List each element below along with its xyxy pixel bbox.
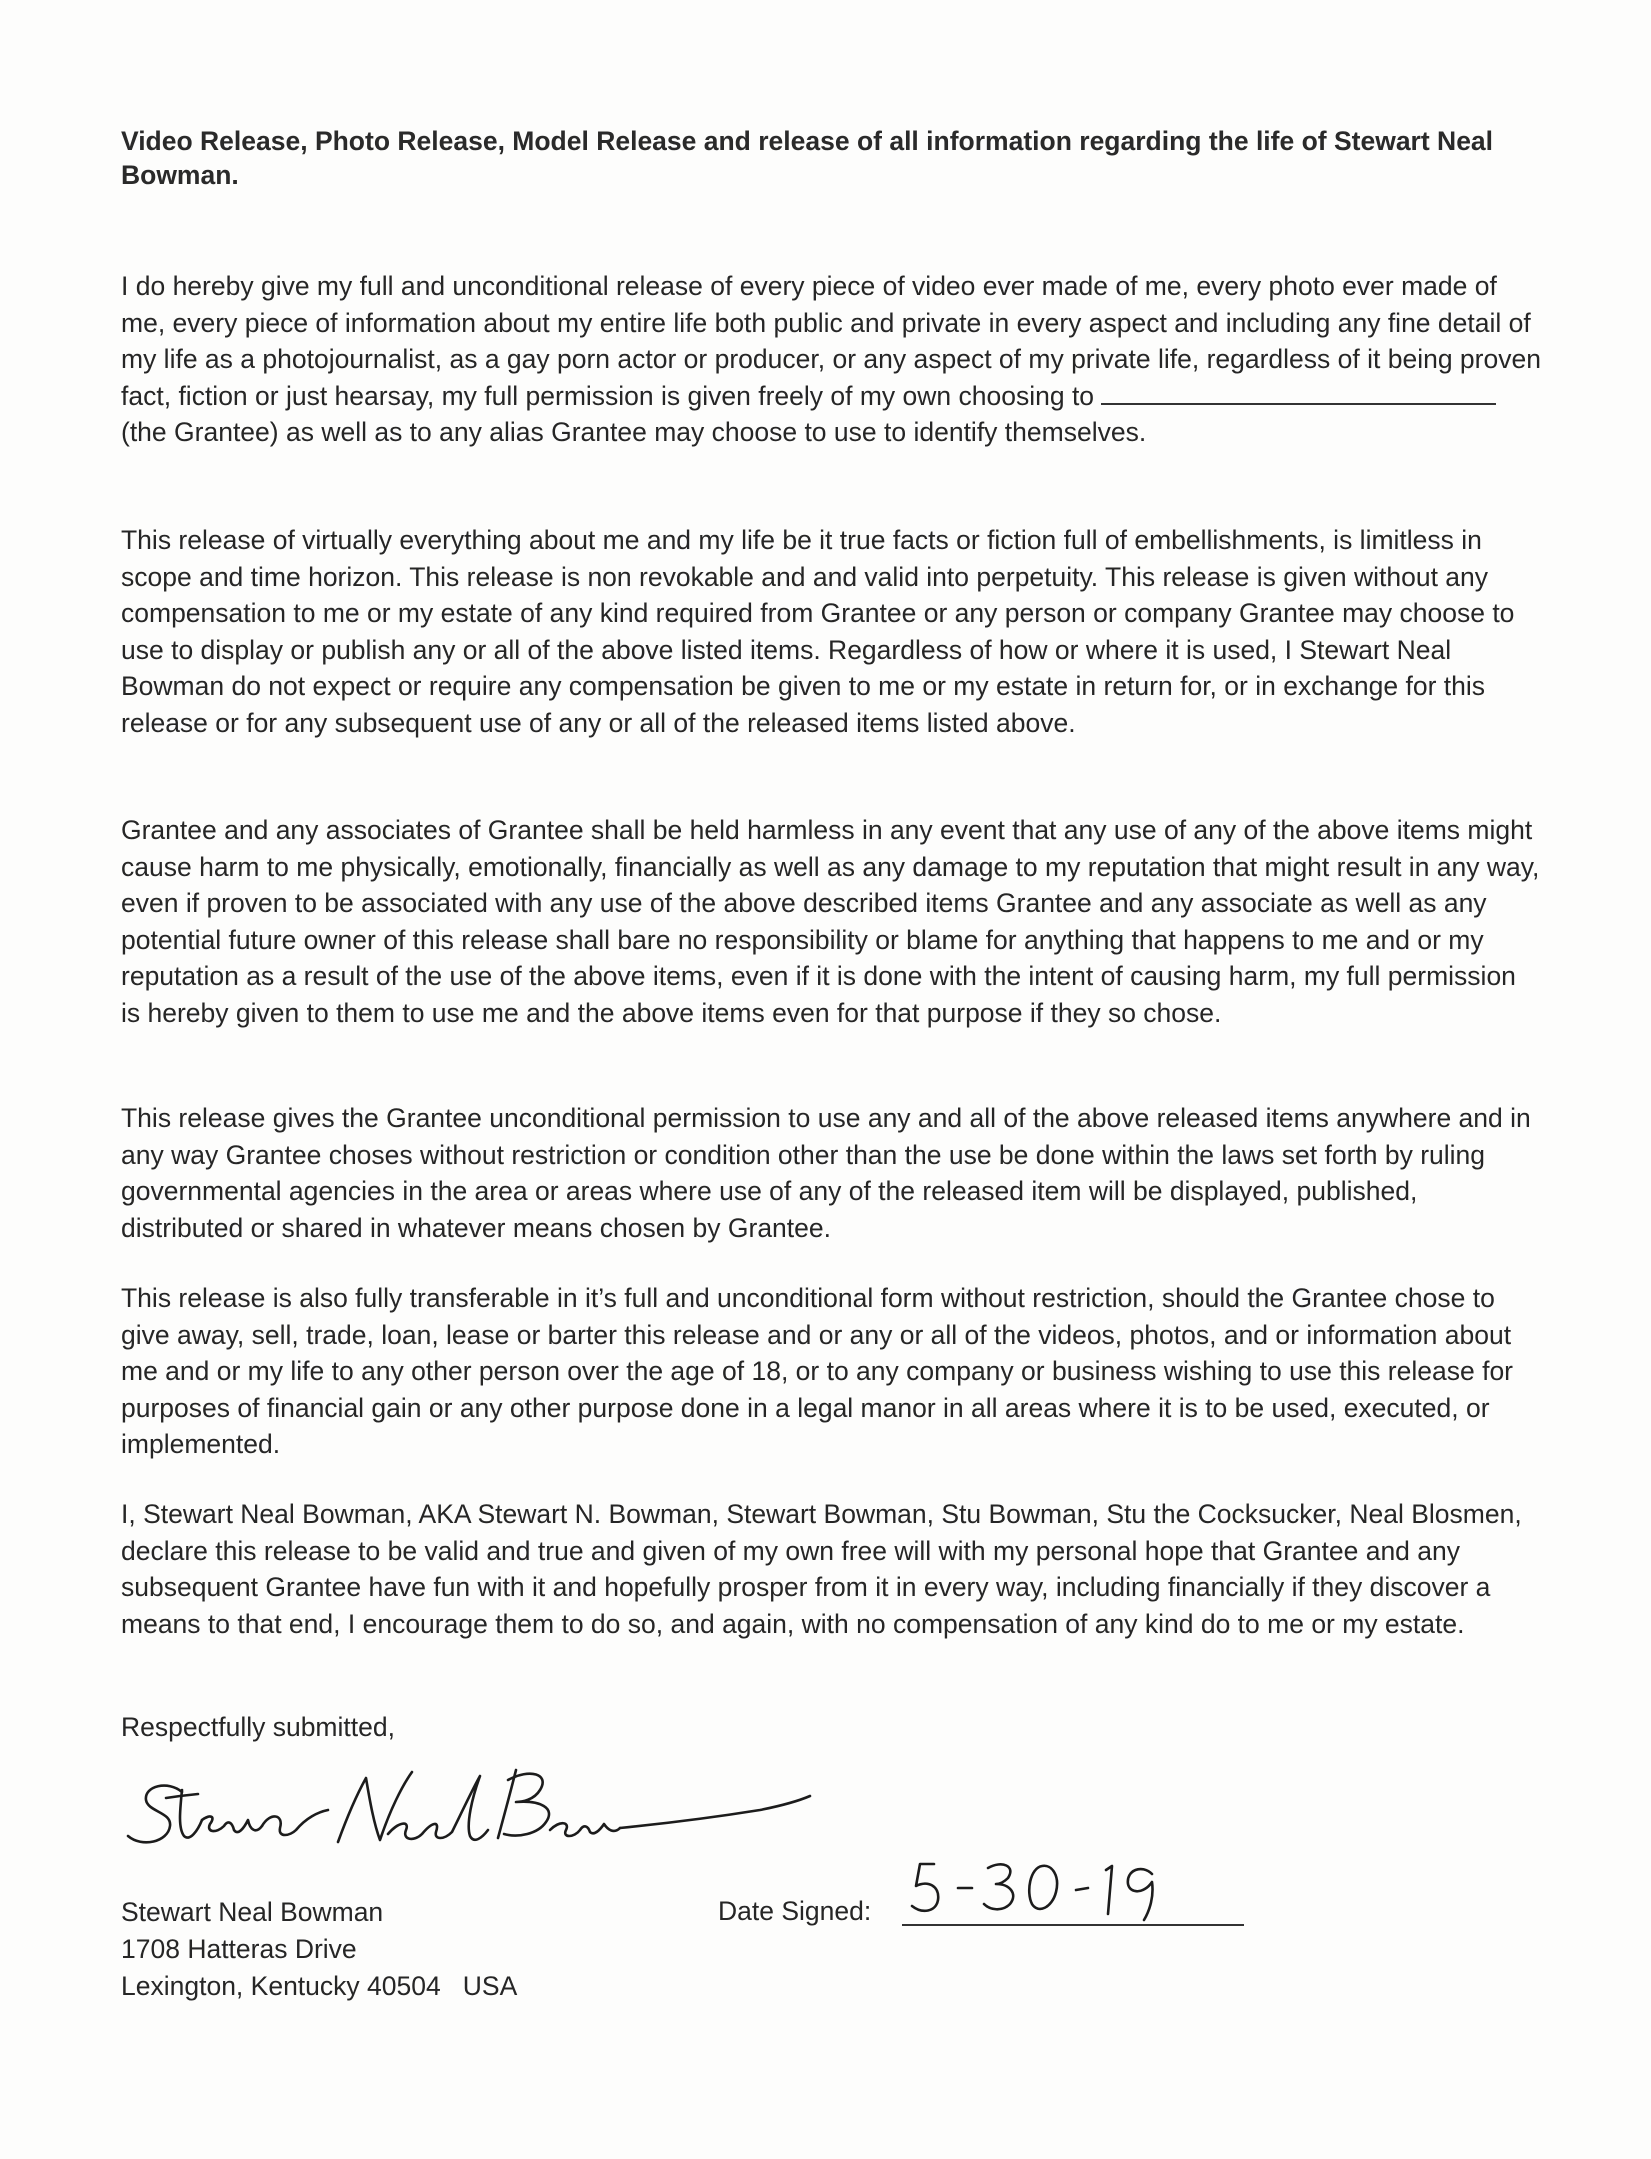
handwritten-signature — [120, 1750, 820, 1860]
paragraph-declaration: I, Stewart Neal Bowman, AKA Stewart N. Bowman, Stewart Bowman, Stu Bowman, Stu the Cocksucker, Neal Blosmen, declare this release to be valid and true and given of my own free will with my personal hope that Grantee and any subsequent Grantee have fun with it and hopefully prosper from it in every way, including financially if they discover a means to that end, I encourage them to do so, and again, with no compensation of any kind do to me or my estate. — [121, 1499, 1522, 1639]
paragraph-scope: This release of virtually everything about me and my life be it true facts or fiction full of embellishments, is limitless in scope and time horizon. This release is non revokable and and valid into perpetuity. This release is given without any compensation to me or my estate of any kind required from Grantee or any person or company Grantee may choose to use to display or publish any or all of the above listed items. Regardless of how or where it is used, I Stewart Neal Bowman do not expect or require any compensation be given to me or my estate in return for, or in exchange for this release or for any subsequent use of any or all of the released items listed above. — [121, 525, 1515, 738]
closing-text: Respectfully submitted, — [121, 1712, 395, 1742]
grantee-blank-line — [1101, 381, 1496, 405]
paragraph-permission: This release gives the Grantee unconditional permission to use any and all of the above released items anywhere and in any way Grantee choses without restriction or condition other than the use be done within the laws set forth by ruling governmental agencies in the area or areas where use of any of the released item will be displayed, published, distributed or shared in whatever means chosen by Grantee. — [121, 1103, 1531, 1243]
paragraph-release-grant-text: I do hereby give my full and unconditional release of every piece of video ever made of me, every photo ever made of me, every piece of information about my entire life both public and private in every aspect and including any fine detail of my life as a photojournalist, as a gay porn actor or producer, or any aspect of my private life, regardless of it being proven fact, fiction or just hearsay, my full permission is given freely of my own choosing to — [121, 271, 1541, 411]
paragraph-release-grant — [121, 268, 1541, 451]
paragraph-transferable: This release is also fully transferable in it’s full and unconditional form without restriction, should the Grantee chose to give away, sell, trade, loan, lease or barter this release and or any or all of the videos, photos, and or information about me and or my life to any other person over the age of 18, or to any company or business wishing to use this release for purposes of financial gain or any other purpose done in a legal manor in all areas where it is to be used, executed, or implemented. — [121, 1283, 1514, 1459]
signer-address-block — [121, 1894, 517, 2005]
handwritten-date — [906, 1852, 1206, 1932]
document-title: Video Release, Photo Release, Model Release and release of all information regarding the life of Stewart Neal Bowman. — [121, 126, 1494, 190]
paragraph-harmless: Grantee and any associates of Grantee shall be held harmless in any event that any use of any of the above items might cause harm to me physically, emotionally, financially as well as any damage to my reputation that might result in any way, even if proven to be associated with any use of the above described items Grantee and any associate as well as any potential future owner of this release shall bare no responsibility or blame for anything that happens to me and or my reputation as a result of the use of the above items, even if it is done with the intent of causing harm, my full permission is hereby given to them to use me and the above items even for that purpose if they so chose. — [121, 815, 1540, 1028]
date-signed-label: Date Signed: — [718, 1896, 872, 1926]
signer-city-line: Lexington, Kentucky 40504 USA — [121, 1971, 518, 2001]
signer-street: 1708 Hatteras Drive — [121, 1934, 357, 1964]
signer-name: Stewart Neal Bowman — [121, 1897, 384, 1927]
paragraph-release-grant-text-end: (the Grantee) as well as to any alias Grantee may choose to use to identify themselves. — [121, 417, 1147, 447]
